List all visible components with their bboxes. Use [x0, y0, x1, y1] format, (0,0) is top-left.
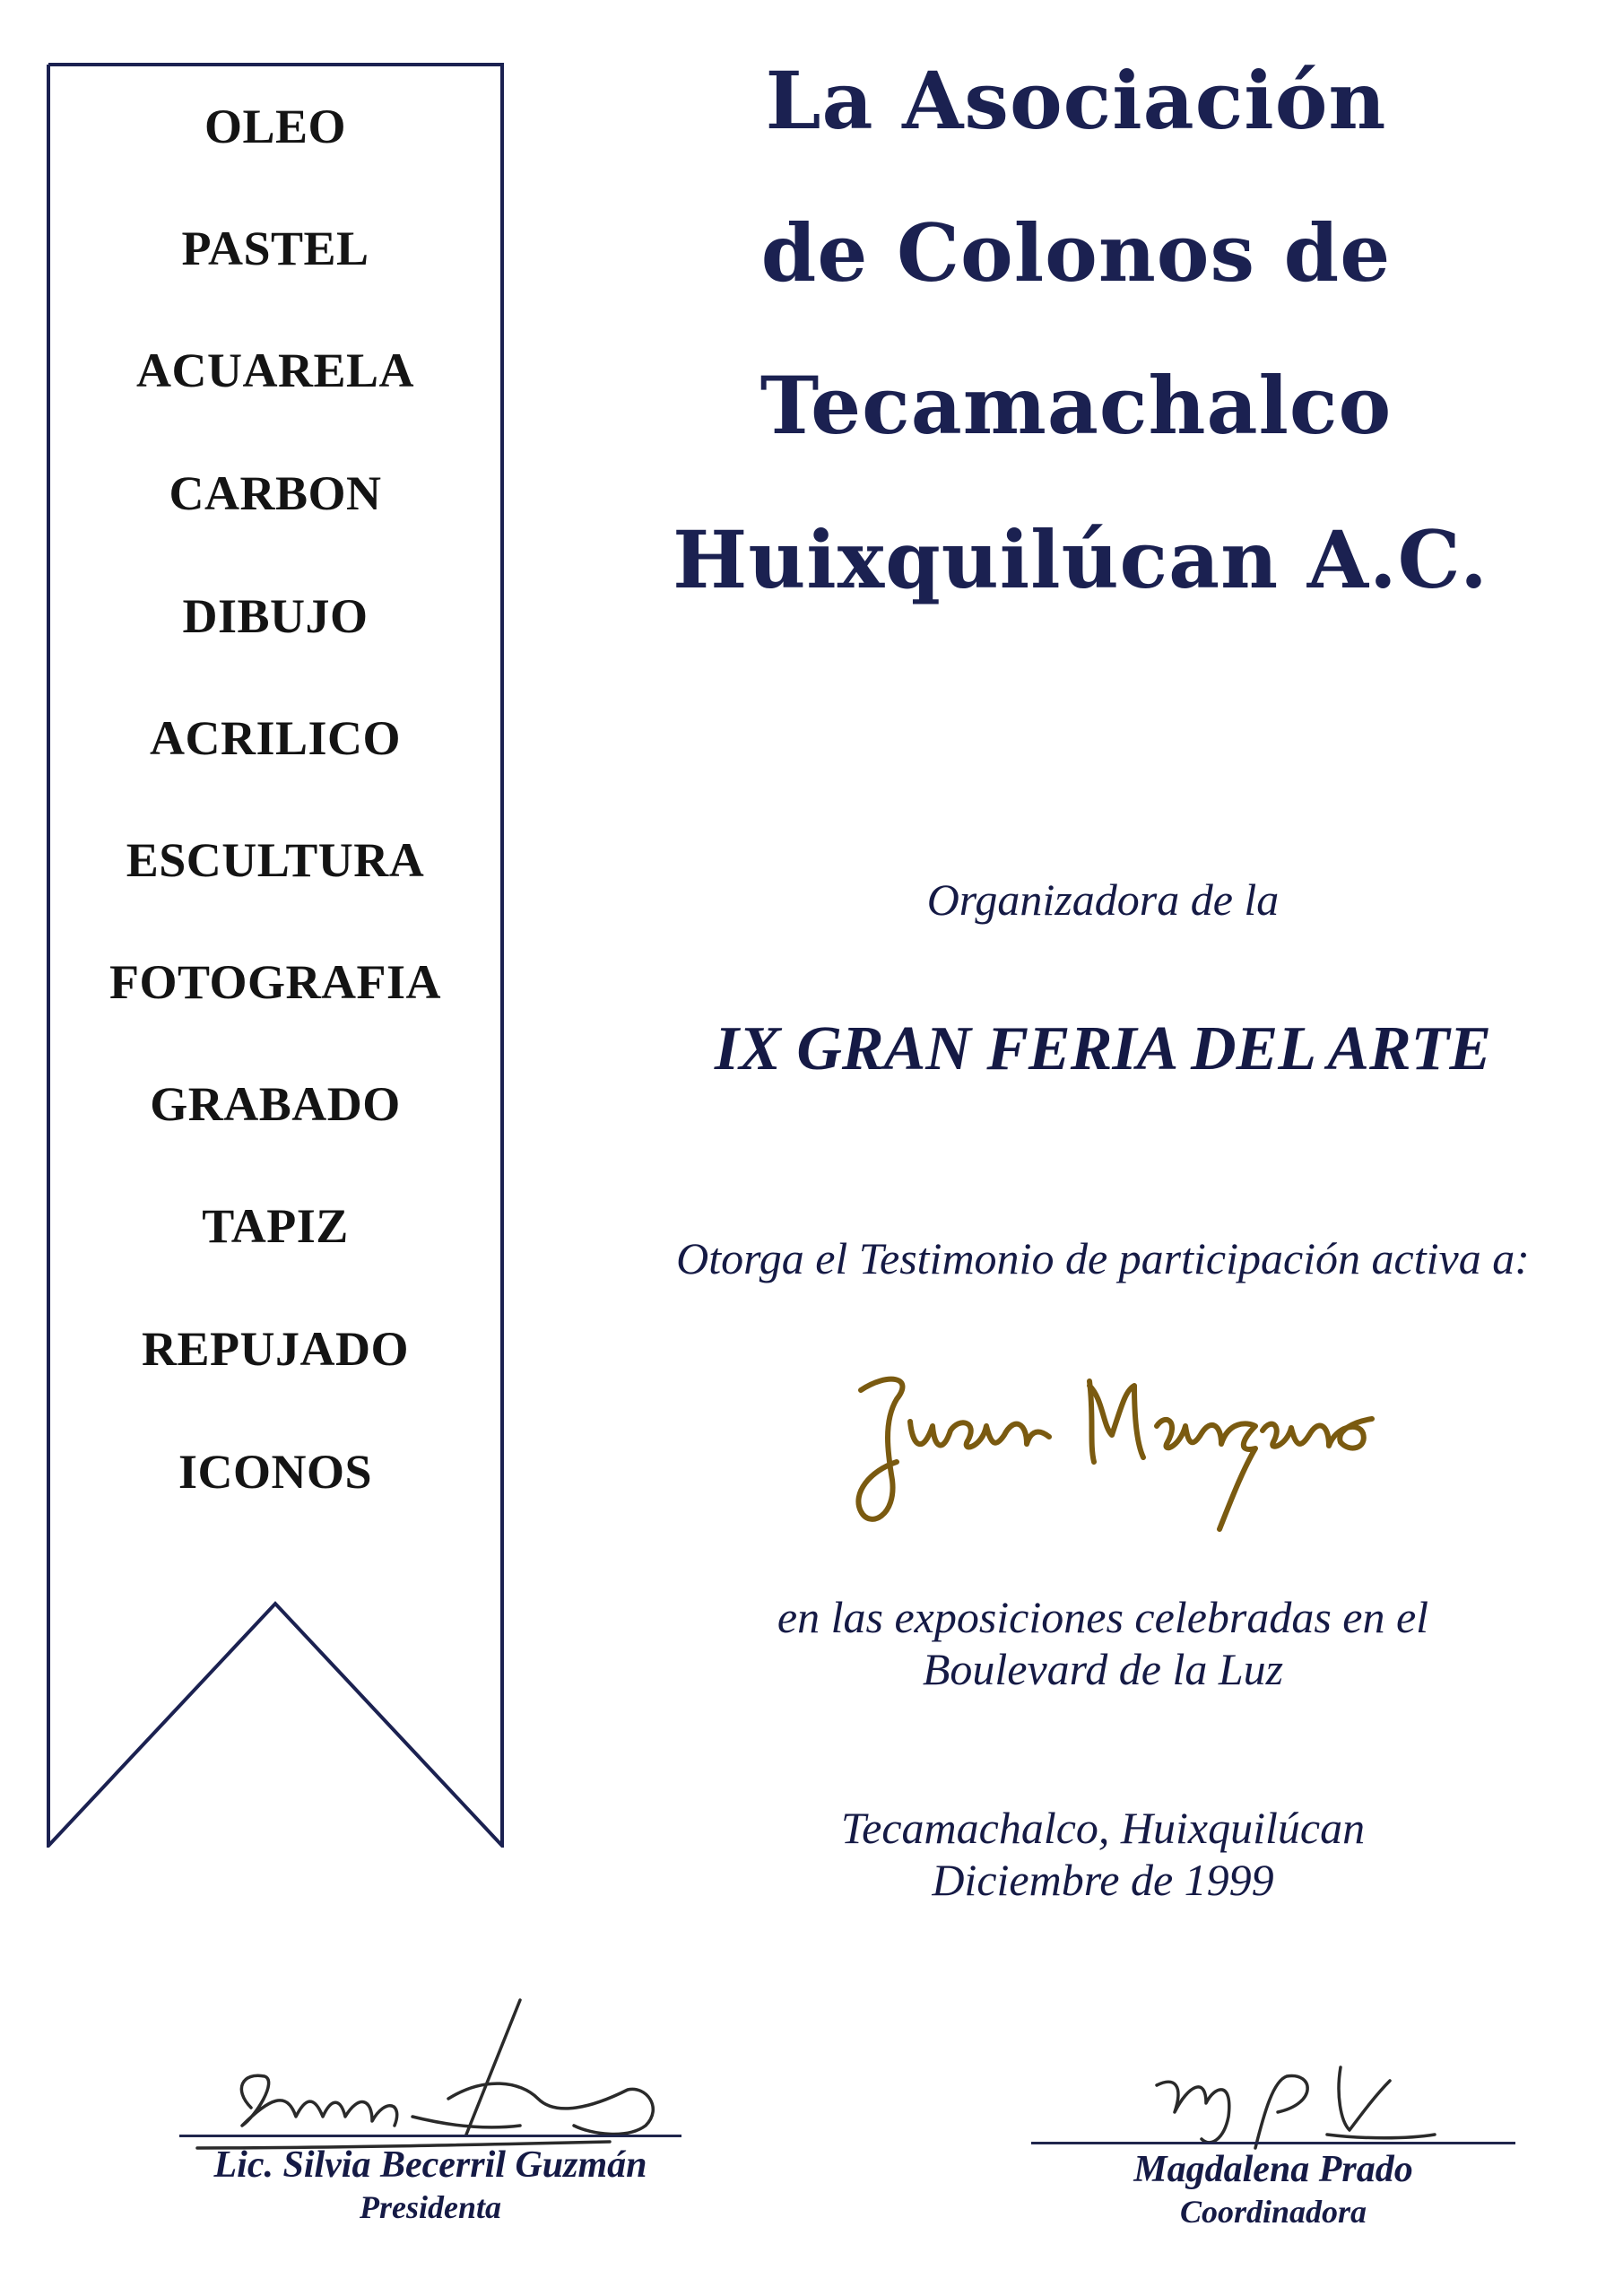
discipline-item: ICONOS: [178, 1445, 373, 1499]
association-title-line: La Asociación: [765, 54, 1387, 147]
discipline-item: GRABADO: [150, 1077, 401, 1131]
association-title-line: Huixquilúcan A.C.: [673, 513, 1489, 606]
association-title-line: de Colonos de: [760, 206, 1392, 300]
president-name: Lic. Silvia Becerril Guzmán: [213, 2144, 647, 2186]
place-text: Tecamachalco, Huixquilúcan: [840, 1803, 1366, 1853]
discipline-item: OLEO: [204, 100, 347, 153]
place-date: [646, 1803, 1560, 1906]
event-title: IX GRAN FERIA DEL ARTE: [714, 1014, 1492, 1083]
discipline-item: PASTEL: [181, 222, 369, 275]
organizer-text: Organizadora de la: [926, 874, 1280, 925]
discipline-item: TAPIZ: [202, 1199, 349, 1253]
discipline-item: CARBON: [169, 466, 382, 520]
venue-line: en las exposiciones celebradas en el: [777, 1592, 1429, 1642]
discipline-item: ACUARELA: [135, 344, 415, 397]
president-role: Presidenta: [360, 2189, 501, 2225]
coordinator-name: Magdalena Prado: [1133, 2149, 1413, 2190]
discipline-item: REPUJADO: [142, 1322, 409, 1376]
discipline-item: ACRILICO: [149, 711, 402, 765]
grant-text: Otorga el Testimonio de participación activa a:: [676, 1233, 1530, 1283]
discipline-item: DIBUJO: [182, 589, 369, 643]
discipline-item: FOTOGRAFIA: [108, 955, 442, 1009]
venue-line: Boulevard de la Luz: [922, 1643, 1284, 1694]
president-signature-line: [179, 2135, 681, 2137]
date-text: Diciembre de 1999: [932, 1854, 1274, 1905]
discipline-item: ESCULTURA: [126, 833, 425, 887]
recipient-signature: [834, 1336, 1390, 1543]
coordinator-signature: [1121, 2049, 1444, 2157]
venue-text: [646, 1592, 1560, 1695]
association-title-line: Tecamachalco: [759, 359, 1393, 452]
coordinator-role: Coordinadora: [1179, 2194, 1367, 2230]
coordinator-signature-line: [1031, 2142, 1515, 2144]
disciplines-banner: [47, 63, 504, 1848]
